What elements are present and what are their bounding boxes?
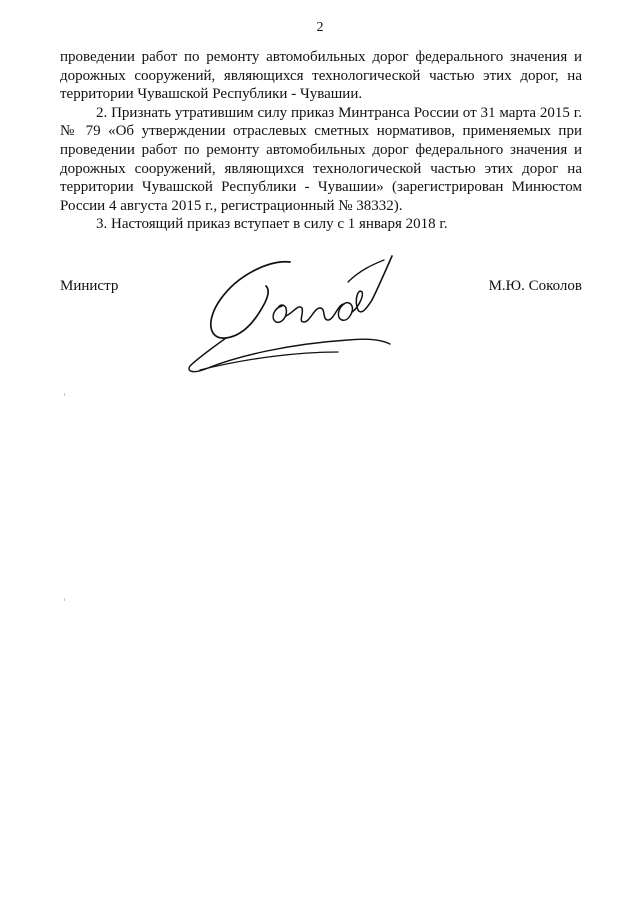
text-line: дорожных сооружений, являющихся технологической частью этих дорог, на — [60, 67, 582, 84]
scan-artifact — [64, 393, 65, 396]
text-line: дорожных сооружений, являющихся технологической частью этих дорог на — [60, 160, 582, 177]
text-line: 4 августа 2015 г., регистрационный № 38332). — [108, 197, 403, 214]
scan-artifact — [64, 598, 65, 601]
text-line: 3. Настоящий приказ вступает в силу с 1 января 2018 г. — [96, 216, 448, 233]
signer-name: М.Ю. Соколов — [488, 278, 582, 294]
text-line: 2. Признать утратившим силу приказ Минтранса России от 31 марта 2015 г. — [96, 104, 582, 121]
text-line: № 79 «Об утверждении отраслевых сметных нормативов, применяемых при — [60, 123, 582, 140]
text-line: территории Чувашской Республики - Чувашии» (зарегистрирован Минюстом России — [60, 179, 582, 214]
paragraph-item-2 — [60, 104, 582, 216]
signer-position: Министр — [60, 278, 119, 294]
paragraph-continuation — [60, 48, 582, 104]
text-line: территории Чувашской Республики - Чувашии. — [60, 86, 363, 103]
text-line: проведении работ по ремонту автомобильных дорог федерального значения и — [60, 141, 582, 158]
document-body — [60, 48, 582, 234]
page-number: 2 — [316, 20, 324, 35]
handwritten-signature — [178, 252, 400, 384]
paragraph-item-3 — [60, 215, 582, 234]
text-line: проведении работ по ремонту автомобильных дорог федерального значения и — [60, 49, 582, 65]
